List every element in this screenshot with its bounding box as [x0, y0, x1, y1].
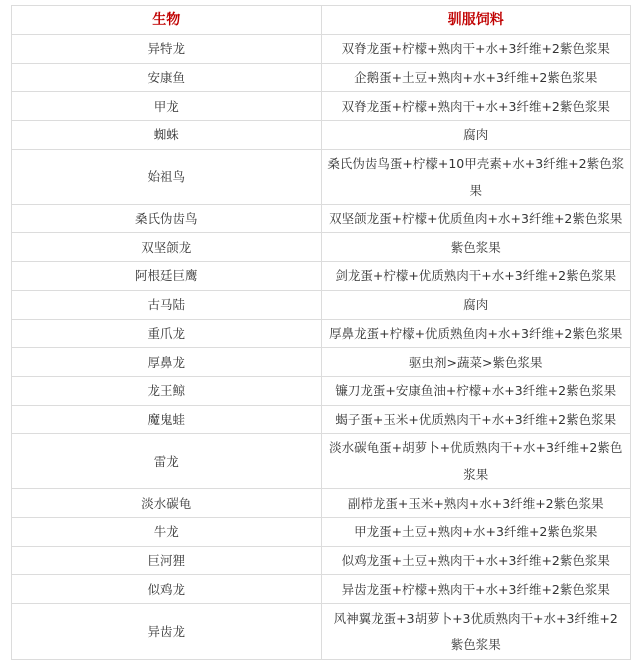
feed-cell: 厚鼻龙蛋+柠檬+优质熟鱼肉+水+3纤维+2紫色浆果	[321, 319, 631, 348]
table-row	[12, 92, 631, 121]
creature-cell: 安康鱼	[12, 63, 322, 92]
table-row	[12, 290, 631, 319]
creature-cell: 厚鼻龙	[12, 348, 322, 377]
feed-cell: 双脊龙蛋+柠檬+熟肉干+水+3纤维+2紫色浆果	[321, 35, 631, 64]
table-row	[12, 319, 631, 348]
feed-cell: 甲龙蛋+土豆+熟肉+水+3纤维+2紫色浆果	[321, 517, 631, 546]
feed-cell: 企鹅蛋+土豆+熟肉+水+3纤维+2紫色浆果	[321, 63, 631, 92]
creature-cell: 异特龙	[12, 35, 322, 64]
feed-cell: 似鸡龙蛋+土豆+熟肉干+水+3纤维+2紫色浆果	[321, 546, 631, 575]
table-header-row	[12, 6, 631, 35]
creature-cell: 巨河狸	[12, 546, 322, 575]
feed-cell: 双坚颌龙蛋+柠檬+优质鱼肉+水+3纤维+2紫色浆果	[321, 204, 631, 233]
creature-cell: 蜘蛛	[12, 121, 322, 150]
creature-cell: 异齿龙	[12, 604, 322, 660]
creature-cell: 甲龙	[12, 92, 322, 121]
table-row	[12, 233, 631, 262]
creature-cell: 魔鬼蛙	[12, 405, 322, 434]
table-row	[12, 489, 631, 518]
table-row	[12, 121, 631, 150]
table-row	[12, 348, 631, 377]
feed-cell: 双脊龙蛋+柠檬+熟肉干+水+3纤维+2紫色浆果	[321, 92, 631, 121]
creature-cell: 古马陆	[12, 290, 322, 319]
table-row	[12, 405, 631, 434]
creature-cell: 牛龙	[12, 517, 322, 546]
table-row	[12, 63, 631, 92]
creature-cell: 似鸡龙	[12, 575, 322, 604]
table-row	[12, 575, 631, 604]
table-row	[12, 35, 631, 64]
feed-cell: 紫色浆果	[321, 233, 631, 262]
creature-cell: 雷龙	[12, 434, 322, 489]
feed-cell: 腐肉	[321, 121, 631, 150]
table-row	[12, 376, 631, 405]
feed-cell: 异齿龙蛋+柠檬+熟肉干+水+3纤维+2紫色浆果	[321, 575, 631, 604]
creature-cell: 重爪龙	[12, 319, 322, 348]
feed-cell: 风神翼龙蛋+3胡萝卜+3优质熟肉干+水+3纤维+2紫色浆果	[321, 604, 631, 660]
header-feed: 驯服饲料	[321, 6, 631, 35]
creature-cell: 双坚颌龙	[12, 233, 322, 262]
table-row	[12, 434, 631, 489]
creature-cell: 淡水碳龟	[12, 489, 322, 518]
header-creature: 生物	[12, 6, 322, 35]
table-row	[12, 149, 631, 204]
feed-cell: 桑氏伪齿鸟蛋+柠檬+10甲壳素+水+3纤维+2紫色浆果	[321, 149, 631, 204]
table-row	[12, 517, 631, 546]
table-row	[12, 604, 631, 660]
table-row	[12, 204, 631, 233]
feed-cell: 副栉龙蛋+玉米+熟肉+水+3纤维+2紫色浆果	[321, 489, 631, 518]
taming-feed-table	[11, 5, 631, 660]
creature-cell: 始祖鸟	[12, 149, 322, 204]
feed-cell: 淡水碳龟蛋+胡萝卜+优质熟肉干+水+3纤维+2紫色浆果	[321, 434, 631, 489]
creature-cell: 阿根廷巨鹰	[12, 262, 322, 291]
feed-cell: 镰刀龙蛋+安康鱼油+柠檬+水+3纤维+2紫色浆果	[321, 376, 631, 405]
creature-cell: 龙王鲸	[12, 376, 322, 405]
feed-cell: 剑龙蛋+柠檬+优质熟肉干+水+3纤维+2紫色浆果	[321, 262, 631, 291]
creature-cell: 桑氏伪齿鸟	[12, 204, 322, 233]
table-row	[12, 262, 631, 291]
feed-cell: 腐肉	[321, 290, 631, 319]
feed-cell: 驱虫剂>蔬菜>紫色浆果	[321, 348, 631, 377]
table-row	[12, 546, 631, 575]
feed-cell: 蝎子蛋+玉米+优质熟肉干+水+3纤维+2紫色浆果	[321, 405, 631, 434]
